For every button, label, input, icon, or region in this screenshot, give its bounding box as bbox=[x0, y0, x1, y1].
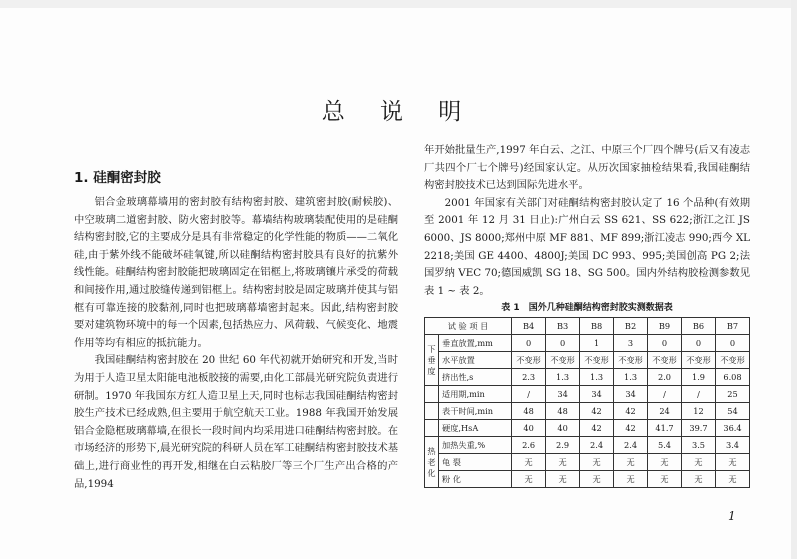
table-row bbox=[425, 437, 750, 454]
table-cell: 0 bbox=[682, 335, 716, 352]
table-cell: 39.7 bbox=[682, 420, 716, 437]
table-cell: 6.08 bbox=[716, 369, 750, 386]
left-column bbox=[74, 194, 398, 493]
table-cell: 42 bbox=[614, 420, 648, 437]
table-cell: 12 bbox=[682, 403, 716, 420]
column-header: B6 bbox=[682, 318, 716, 335]
section-heading: 1. 硅酮密封胶 bbox=[74, 170, 161, 186]
row-label: 粉 化 bbox=[439, 471, 512, 488]
table-cell: 不变形 bbox=[648, 352, 682, 369]
row-label: 水平放置 bbox=[439, 352, 512, 369]
row-label: 适用期,min bbox=[439, 386, 512, 403]
column-header: B4 bbox=[512, 318, 546, 335]
table-cell: 42 bbox=[580, 420, 614, 437]
table-cell: / bbox=[512, 386, 546, 403]
table-cell: 无 bbox=[614, 471, 648, 488]
table-cell: 不变形 bbox=[682, 352, 716, 369]
table-cell: 2.4 bbox=[614, 437, 648, 454]
table-row bbox=[425, 403, 750, 420]
table-cell: 不变形 bbox=[546, 352, 580, 369]
column-header: B3 bbox=[546, 318, 580, 335]
table-cell: 不变形 bbox=[580, 352, 614, 369]
table-cell: 34 bbox=[580, 386, 614, 403]
table-cell: 1.3 bbox=[580, 369, 614, 386]
row-label: 表干时间,min bbox=[439, 403, 512, 420]
table-cell: 2.3 bbox=[512, 369, 546, 386]
left-paragraph-1: 铝合金玻璃幕墙用的密封胶有结构密封胶、建筑密封胶(耐候胶)、中空玻璃二道密封胶、防火密封胶等。幕墙结构玻璃装配使用的是硅酮结构密封胶,它的主要成分是具有非常稳定的化学性能的物质——二氧化硅,由于紫外线不能破坏硅氧键,所以硅酮结构密封胶具有良好的抗紫外线性能。硅酮结构密封胶能把玻璃固定在铝框上,将玻璃镶片承受的荷载和间接作用,通过胶缝传递到铝框上。结构密封胶是固定玻璃并使其与铝框有可靠连接的胶黏剂,同时也把玻璃幕墙密封起来。因此,结构密封胶要对建筑物环境中的每一个因素,包括热应力、风荷载、气候变化、地震作用等均有相应的抵抗能力。 bbox=[74, 196, 398, 349]
table-cell: 不变形 bbox=[716, 352, 750, 369]
table-cell: 5.4 bbox=[648, 437, 682, 454]
right-paragraph-1: 年开始批量生产,1997 年白云、之江、中原三个厂四个牌号(后又有凌志厂共四个厂七个牌号)经国家认定。从历次国家抽检结果看,我国硅酮结构密封胶技术已达到国际先进水平。 bbox=[424, 144, 750, 192]
group-label-xiachui: 下垂度 bbox=[425, 335, 439, 386]
page-right-edge bbox=[791, 0, 797, 559]
table-cell: 无 bbox=[512, 471, 546, 488]
table-cell: 42 bbox=[614, 403, 648, 420]
table-cell: 24 bbox=[648, 403, 682, 420]
table-row bbox=[425, 335, 750, 352]
data-table bbox=[424, 317, 750, 488]
table-row bbox=[425, 471, 750, 488]
group-label-empty bbox=[425, 386, 439, 403]
table-cell: 3.5 bbox=[682, 437, 716, 454]
row-label: 硬度,HsA bbox=[439, 420, 512, 437]
table-cell: 3 bbox=[614, 335, 648, 352]
table-cell: 48 bbox=[546, 403, 580, 420]
right-column bbox=[424, 142, 750, 300]
table-cell: 无 bbox=[614, 454, 648, 471]
table-row bbox=[425, 369, 750, 386]
row-label: 加热失重,% bbox=[439, 437, 512, 454]
table-cell: 1 bbox=[580, 335, 614, 352]
group-label-empty bbox=[425, 403, 439, 420]
table-cell: 无 bbox=[580, 454, 614, 471]
page-number: 1 bbox=[728, 509, 736, 523]
table-cell: 34 bbox=[546, 386, 580, 403]
group-label-rerao: 热老化 bbox=[425, 437, 439, 488]
table-cell: 无 bbox=[716, 471, 750, 488]
table-cell: 25 bbox=[716, 386, 750, 403]
table-cell: 2.0 bbox=[648, 369, 682, 386]
table-cell: 36.4 bbox=[716, 420, 750, 437]
table-cell: 无 bbox=[682, 471, 716, 488]
table-cell: 40 bbox=[546, 420, 580, 437]
table-cell: 54 bbox=[716, 403, 750, 420]
right-paragraph-2: 2001 年国家有关部门对硅酮结构密封胶认定了 16 个品种(有效期至 2001 年 12 月 31 日止):广州白云 SS 621、SS 622;浙江之江 JS 6000、JS 8000;郑州中原 MF 881、MF 899;浙江凌志 990;西今 XL 2218;美国 GE 4400、4800J;美国 DC 993、995;美国创高 PG 2;法国罗纳 VEC 70;德国威凯 SG 18、SG 500。国内外结构胶检测参数见表 1 ~ 表 2。 bbox=[424, 196, 750, 297]
table-cell: 不变形 bbox=[614, 352, 648, 369]
table-row bbox=[425, 454, 750, 471]
table-header-label: 试 验 项 目 bbox=[425, 318, 512, 335]
table-cell: 无 bbox=[580, 471, 614, 488]
table-cell: / bbox=[648, 386, 682, 403]
table-cell: 1.9 bbox=[682, 369, 716, 386]
page-top-edge bbox=[0, 0, 797, 8]
column-header: B2 bbox=[614, 318, 648, 335]
table-cell: 0 bbox=[716, 335, 750, 352]
table-cell: 无 bbox=[546, 471, 580, 488]
table-cell: 34 bbox=[614, 386, 648, 403]
column-header: B9 bbox=[648, 318, 682, 335]
table-caption: 表 1 国外几种硅酮结构密封胶实测数据表 bbox=[501, 303, 673, 313]
table-row bbox=[425, 352, 750, 369]
table-cell: 无 bbox=[512, 454, 546, 471]
table-cell: 1.3 bbox=[614, 369, 648, 386]
group-label-empty bbox=[425, 420, 439, 437]
table-cell: 40 bbox=[512, 420, 546, 437]
left-paragraph-2: 我国硅酮结构密封胶在 20 世纪 60 年代初就开始研究和开发,当时为用于人造卫星太阳能电池板胶接的需要,由化工部晨光研究院负责进行研制。1970 年我国东方红人造卫星上天,同时也标志我国硅酮结构密封胶生产技术已经成熟,但主要用于航空航天工业。1988 年我国开始发展铝合金隐框玻璃幕墙,在很长一段时间内均采用进口硅酮结构密封胶。在市场经济的形势下,晨光研究院的科研人员在军工硅酮结构密封胶技术基础上,进行商业性的再开发,相继在白云粘胶厂等三个厂生产出合格的产品,1994 bbox=[74, 354, 398, 490]
table-cell: 2.4 bbox=[580, 437, 614, 454]
row-label: 垂直放置,mm bbox=[439, 335, 512, 352]
table-cell: 0 bbox=[512, 335, 546, 352]
table-cell: 3.4 bbox=[716, 437, 750, 454]
table-cell: 无 bbox=[648, 454, 682, 471]
table-row bbox=[425, 386, 750, 403]
table-header-row bbox=[425, 318, 750, 335]
column-header: B8 bbox=[580, 318, 614, 335]
table-cell: 48 bbox=[512, 403, 546, 420]
table-cell: 无 bbox=[682, 454, 716, 471]
table-cell: 无 bbox=[546, 454, 580, 471]
row-label: 龟 裂 bbox=[439, 454, 512, 471]
table-cell: 41.7 bbox=[648, 420, 682, 437]
table-cell: 2.9 bbox=[546, 437, 580, 454]
page-title: 总 说 明 bbox=[321, 99, 476, 125]
table-cell: 无 bbox=[648, 471, 682, 488]
table-cell: 2.6 bbox=[512, 437, 546, 454]
table-cell: 0 bbox=[546, 335, 580, 352]
row-label: 挤出性,s bbox=[439, 369, 512, 386]
table-cell: 1.3 bbox=[546, 369, 580, 386]
table-row bbox=[425, 420, 750, 437]
table-cell: 42 bbox=[580, 403, 614, 420]
table-cell: 无 bbox=[716, 454, 750, 471]
column-header: B7 bbox=[716, 318, 750, 335]
table-cell: 不变形 bbox=[512, 352, 546, 369]
table-cell: / bbox=[682, 386, 716, 403]
table-cell: 0 bbox=[648, 335, 682, 352]
